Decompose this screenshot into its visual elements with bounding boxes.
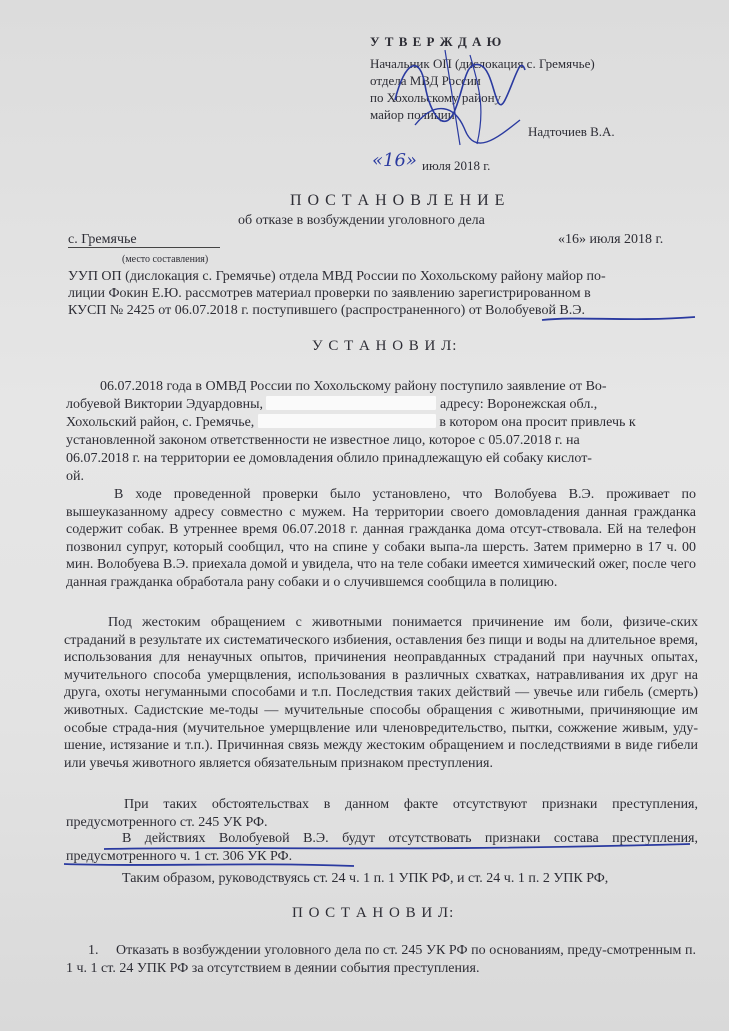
p1-line-b: [66, 396, 597, 413]
approval-line-2: отдела МВД России: [370, 73, 481, 88]
intro-line-3: КУСП № 2425 от 06.07.2018 г. поступившего (распространенного) от Волобуевой В.Э.: [68, 303, 586, 318]
paragraph-2: В ходе проведенной проверки было установлено, что Волобуева В.Э. проживает по вышеуказанному адресу совместно с мужем. На территории своего домовладения данная гражданка содержит собак. В утреннее время 06.07.2018 г. данная гражданка дома отсут-ствовала. Ей на телефон позвонил супруг, который сообщил, что на спине у собаки выпа-ла шерсть. Затем примерно в 17 ч. 00 мин. Волобуева В.Э. приехала домой и увидела, что на теле собаки имеется химический ожег, после чего данная гражданка обработала рану собаки и о случившемся сообщила в полицию.: [66, 487, 696, 590]
approval-date-day: «16»: [372, 150, 417, 171]
document-subtitle: об отказе в возбуждении уголовного дела: [238, 213, 485, 228]
document-date: «16» июля 2018 г.: [558, 232, 664, 247]
approval-header: У Т В Е Р Ж Д А Ю: [370, 34, 503, 49]
place-caption: (место составления): [122, 254, 209, 265]
p1-line-c: [66, 414, 636, 431]
redaction-2: [258, 414, 436, 428]
p1-c1: Хохольский район, с. Гремячье,: [66, 415, 255, 430]
approval-date-rest: июля 2018 г.: [422, 158, 491, 173]
place-underline: [68, 247, 220, 248]
signature: [385, 40, 535, 150]
p1-line-d: установленной законом ответственности не известное лицо, которое с 05.07.2018 г. на: [66, 433, 580, 448]
paragraph-6: Таким образом, руководствуясь ст. 24 ч. 1 п. 1 УПК РФ, и ст. 24 ч. 1 п. 2 УПК РФ,: [122, 871, 609, 886]
intro-line-1: УУП ОП (дислокация с. Гремячье) отдела МВД России по Хохольскому району майор по-: [68, 269, 606, 284]
approval-name: Надточиев В.А.: [528, 124, 615, 139]
place: с. Гремячье: [68, 232, 137, 247]
p1-line-a: 06.07.2018 года в ОМВД России по Хохольскому району поступило заявление от Во-: [100, 379, 607, 394]
approval-line-1: Начальник ОП (дислокация с. Гремячье): [370, 56, 595, 71]
approval-line-4: майор полиции: [370, 107, 455, 122]
item-1-number: 1.: [88, 943, 99, 958]
document-title: П О С Т А Н О В Л Е Н И Е: [290, 192, 506, 209]
established-heading: У С Т А Н О В И Л:: [312, 338, 458, 354]
paragraph-3: Под жестоким обращением с животными понимается причинение им боли, физиче-ских страданий в результате их систематического избиения, оставления без пищи и воды на длительное время, использования для ненаучных опытов, причинения неоправданных страданий при научных опытах, мучительного способа умерщвления, использования в различных схватках, натравливания их друг на друга, охоты негуманными способами и т.п. Последствия таких действий — увечье или гибель (смерть) животных. Садистские ме-тоды — мучительные способы обращения с животными, причиняющие им особые страда-ния (мучительное умерщвление или членовредительство, пытки, сожжение живым, уду-шение, истязание и т.п.). Причинная связь между жестоким обращением и последствиями в виде гибели или увечья животного является обязательным признаком преступления.: [64, 615, 698, 771]
approval-line-3: по Хохольскому району: [370, 90, 502, 105]
p1-line-f: ой.: [66, 469, 84, 484]
p1-b1: лобуевой Виктории Эдуардовны,: [66, 397, 263, 412]
intro-line-2: лиции Фокин Е.Ю. рассмотрев материал проверки по заявлению зарегистрированном в: [68, 286, 591, 301]
paragraph-4: При таких обстоятельствах в данном факте отсутствуют признаки преступления, предусмотренного ст. 245 УК РФ.: [66, 797, 698, 830]
redaction-1: [266, 396, 436, 410]
item-1-text: Отказать в возбуждении уголовного дела по ст. 245 УК РФ по основаниям, преду-смотренным п. 1 ч. 1 ст. 24 УПК РФ за отсутствием в деянии события преступления.: [66, 943, 696, 976]
paragraph-5: В действиях Волобуевой В.Э. будут отсутствовать признаки состава преступления, предусмотренного ч. 1 ст. 306 УК РФ.: [66, 831, 698, 864]
p1-line-e: 06.07.2018 г. на территории ее домовладения облило принадлежащую ей собаку кислот-: [66, 451, 592, 466]
resolved-heading: П О С Т А Н О В И Л:: [292, 905, 455, 921]
p1-b2: адресу: Воронежская обл.,: [439, 397, 598, 412]
p1-c2: в котором она просит привлечь к: [439, 415, 636, 430]
